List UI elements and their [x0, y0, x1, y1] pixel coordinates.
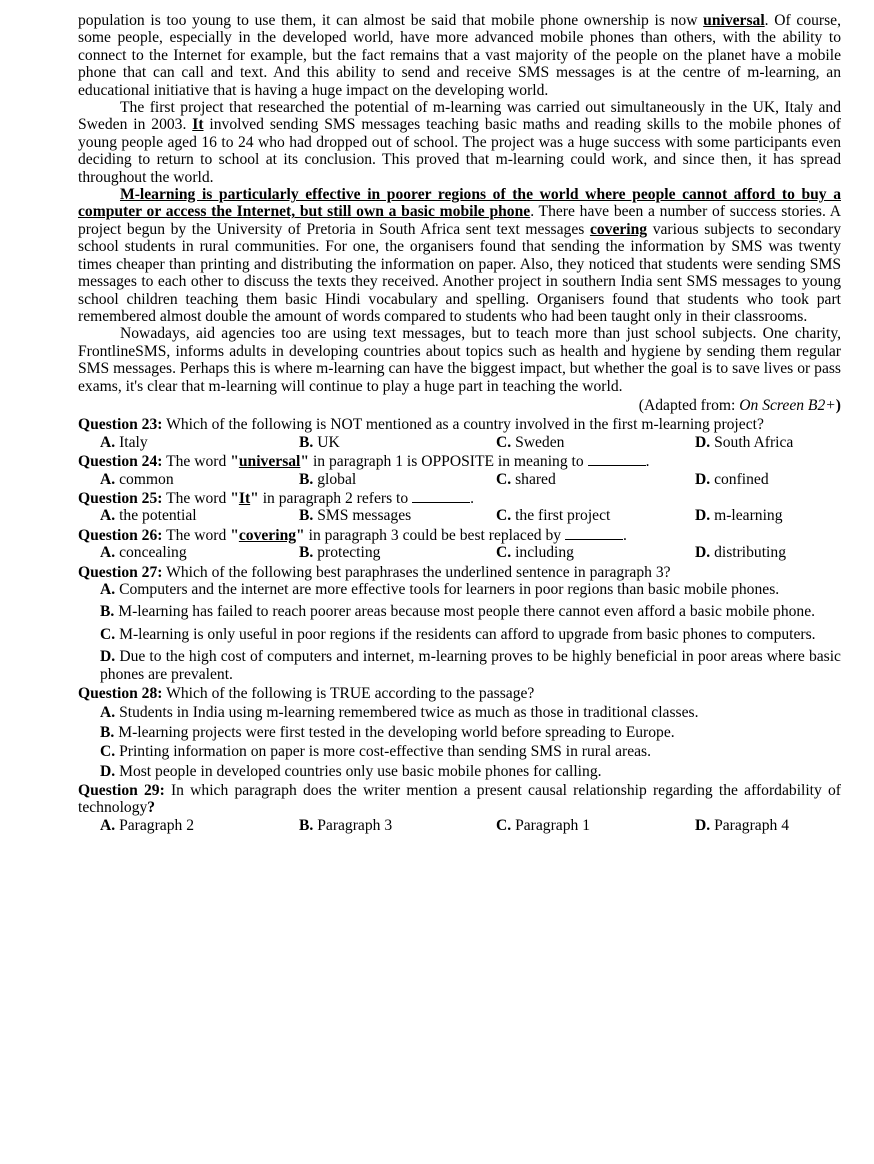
- option-d[interactable]: D. Most people in developed countries only use basic mobile phones for calling.: [100, 762, 602, 780]
- question-29: [78, 782, 841, 834]
- options-row: [78, 434, 841, 451]
- option-b[interactable]: B. M-learning has failed to reach poorer areas because most people there cannot even afford a basic mobile phone.: [100, 603, 816, 621]
- quoted-word: "universal": [230, 453, 310, 471]
- option-b[interactable]: B. protecting: [299, 544, 381, 562]
- option-c[interactable]: C. including: [496, 544, 574, 562]
- quoted-word-text: covering: [238, 526, 297, 544]
- option-d[interactable]: D. Due to the high cost of computers and internet, m-learning proves to be highly beneficial in poor areas where basic phones are prevalent.: [100, 648, 841, 683]
- option-a[interactable]: A. Paragraph 2: [100, 816, 194, 834]
- option-c[interactable]: C. M-learning is only useful in poor regions if the residents can afford to upgrade from basic phones to computers.: [100, 625, 816, 643]
- options-row: [78, 507, 841, 524]
- question-stem: Question 26: The word "covering" in paragraph 3 could be best replaced by .: [78, 526, 627, 544]
- option-a[interactable]: A. concealing: [100, 544, 187, 562]
- question-stem: Question 28: Which of the following is TRUE according to the passage?: [78, 685, 535, 703]
- option-c[interactable]: C. shared: [496, 470, 556, 488]
- option-c[interactable]: C. the first project: [496, 507, 611, 525]
- option-a[interactable]: A. common: [100, 470, 174, 488]
- quoted-word: "It": [230, 489, 259, 507]
- question-stem: Question 23: Which of the following is NOT mentioned as a country involved in the first m-learning project?: [78, 416, 764, 434]
- passage-paragraph-4: Nowadays, aid agencies too are using text messages, but to teach more than just school subjects. One charity, FrontlineSMS, informs adults in developing countries about topics such as health and hygiene by sending them regular SMS messages. Perhaps this is where m-learning can have the biggest impact, but whether the goal is to save lives or pass exams, it's clear that m-learning will continue to play a huge part in teaching the world.: [78, 325, 841, 395]
- answer-blank: [588, 453, 646, 466]
- option-a[interactable]: A. Italy: [100, 433, 148, 451]
- keyword-covering: covering: [589, 220, 648, 238]
- option-c[interactable]: C. Sweden: [496, 433, 565, 451]
- question-stem: Question 29: In which paragraph does the writer mention a present causal relationship regarding the affordability of technology?: [78, 782, 841, 817]
- underlined-sentence: M-learning is particularly effective in poorer regions of the world where people cannot afford to buy a computer or access the Internet, but still own a basic mobile phone: [78, 186, 841, 221]
- question-24: [78, 453, 841, 488]
- question-stem: Question 24: The word "universal" in paragraph 1 is OPPOSITE in meaning to .: [78, 453, 650, 471]
- option-c[interactable]: C. Printing information on paper is more cost-effective than sending SMS in rural areas.: [100, 743, 652, 761]
- answer-blank: [565, 527, 623, 540]
- answer-blank: [412, 490, 470, 503]
- quoted-word-text: universal: [238, 453, 301, 471]
- keyword-universal: universal: [703, 12, 765, 29]
- option-a[interactable]: A. Computers and the internet are more effective tools for learners in poor regions than basic mobile phones.: [100, 581, 780, 598]
- question-26: [78, 527, 841, 562]
- passage-paragraph-1: population is too young to use them, it can almost be said that mobile phone ownership is now universal. Of course, some people, especially in the developed world, have more advanced mobile phones than others, with the ability to connect to the Internet for example, but the fact remains that a vast majority of the people on the planet have a mobile phone that can call and text. And this ability to send and receive SMS messages is at the centre of m-learning, an educational initiative that is having a huge impact on the developing world.: [78, 12, 841, 99]
- passage-paragraph-2: The first project that researched the potential of m-learning was carried out simultaneously in the UK, Italy and Sweden in 2003. It involved sending SMS messages teaching basic maths and reading skills to the mobile phones of young people aged 16 to 24 who had dropped out of school. The project was a huge success with some participants even deciding to return to school at its conclusion. This proved that m-learning could work, and since then, it has spread throughout the world.: [78, 99, 841, 186]
- option-d[interactable]: D. distributing: [695, 544, 786, 562]
- option-b[interactable]: B. UK: [299, 433, 340, 451]
- question-25: [78, 490, 841, 525]
- options-row: [78, 471, 841, 488]
- option-a[interactable]: A. the potential: [100, 507, 197, 525]
- passage-paragraph-3: M-learning is particularly effective in poorer regions of the world where people cannot afford to buy a computer or access the Internet, but still own a basic mobile phone. There have been a number of success stories. A project begun by the University of Pretoria in South Africa sent text messages covering various subjects to secondary school students in rural communities. For one, the organisers found that sending the information by SMS was twenty times cheaper than printing and distributing the information on paper. Also, they noticed that students were sending SMS messages to each other to discuss the texts they received. Another project in southern India sent SMS messages to young school children teaching them basic Hindi vocabulary and spelling. Organisers found that students who took part remembered almost double the amount of words compared to students who had been taught only in their classrooms.: [78, 186, 842, 325]
- options-row: [78, 544, 841, 561]
- question-stem: Question 25: The word "It" in paragraph 2 refers to .: [78, 489, 474, 507]
- option-d[interactable]: D. confined: [695, 470, 769, 488]
- option-c[interactable]: C. Paragraph 1: [496, 816, 590, 834]
- option-d[interactable]: D. South Africa: [695, 433, 794, 451]
- option-b[interactable]: B. global: [299, 470, 357, 488]
- source-title: On Screen B2+: [739, 396, 836, 414]
- quoted-word-text: It: [238, 489, 251, 507]
- keyword-it: It: [192, 116, 204, 134]
- option-b[interactable]: B. SMS messages: [299, 507, 412, 525]
- option-b[interactable]: B. Paragraph 3: [299, 816, 393, 834]
- option-d[interactable]: D. Paragraph 4: [695, 816, 789, 834]
- option-a[interactable]: A. Students in India using m-learning remembered twice as much as those in traditional classes.: [100, 704, 699, 722]
- source-citation: (Adapted from: On Screen B2+): [638, 396, 841, 414]
- option-b[interactable]: B. M-learning projects were first tested in the developing world before spreading to Europe.: [100, 723, 675, 741]
- question-28: [78, 685, 841, 780]
- question-23: [78, 416, 841, 451]
- question-stem: Question 27: Which of the following best paraphrases the underlined sentence in paragraph 3?: [78, 563, 671, 581]
- quoted-word: "covering": [230, 526, 305, 544]
- question-27: [78, 564, 841, 683]
- options-row: [78, 817, 841, 834]
- option-d[interactable]: D. m-learning: [695, 507, 783, 525]
